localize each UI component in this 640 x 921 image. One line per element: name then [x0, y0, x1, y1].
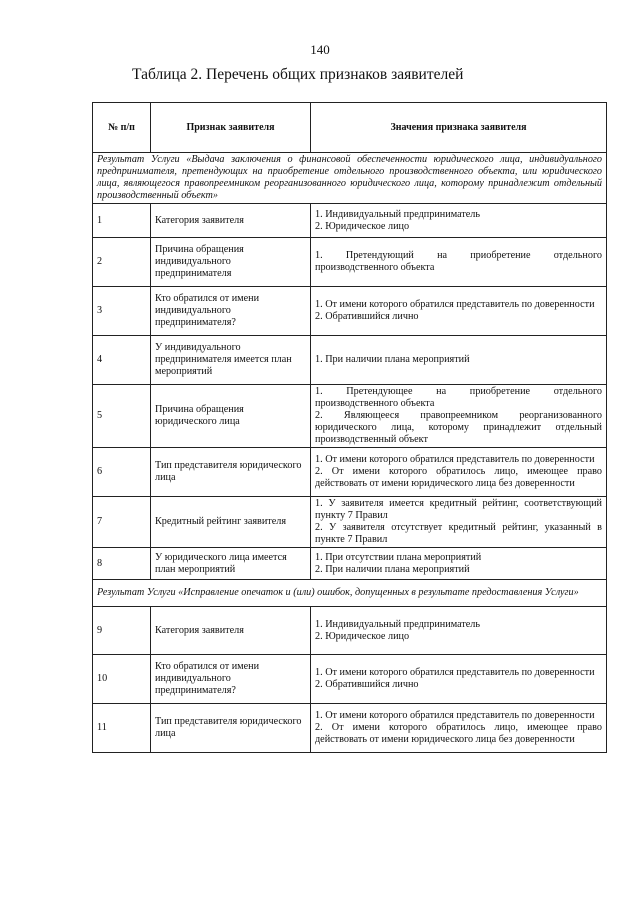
applicant-signs-table [92, 102, 607, 753]
row-number: 1 [93, 204, 151, 238]
value-item: 1. Претендующий на приобретение отдельного производственного объекта [315, 250, 602, 274]
value-item: 1. От имени которого обратился представитель по доверенности [315, 710, 595, 722]
value-item: 1. От имени которого обратился представитель по доверенности [315, 299, 595, 311]
row-values [311, 548, 607, 580]
row-number: 10 [93, 655, 151, 704]
row-sign: Причина обращения индивидуального предпринимателя [151, 238, 311, 287]
value-item: 1. При наличии плана мероприятий [315, 354, 470, 366]
table-row [93, 385, 607, 448]
value-item: 1. Индивидуальный предприниматель [315, 618, 481, 630]
row-number: 11 [93, 704, 151, 753]
table-row [93, 548, 607, 580]
value-item: 2. От имени которого обратилось лицо, имеющее право действовать от имени юридического лица без доверенности [315, 722, 602, 746]
row-values [311, 607, 607, 655]
row-sign: Категория заявителя [151, 607, 311, 655]
table-row [93, 204, 607, 238]
row-sign: У индивидуального предпринимателя имеется план мероприятий [151, 336, 311, 385]
table-row [93, 497, 607, 548]
value-item: 2. Являющееся правопреемником реорганизованного юридического лица, которому принадлежит отдельный производственный объект [315, 410, 602, 446]
row-values [311, 385, 607, 448]
value-item: 2. При наличии плана мероприятий [315, 563, 470, 575]
table-row [93, 448, 607, 497]
row-values [311, 448, 607, 497]
row-values [311, 655, 607, 704]
value-item: 1. От имени которого обратился представитель по доверенности [315, 454, 595, 466]
header-number: № п/п [93, 103, 151, 153]
row-number: 2 [93, 238, 151, 287]
value-item: 1. У заявителя имеется кредитный рейтинг, соответствующий пункту 7 Правил [315, 498, 602, 522]
value-item: 2. Юридическое лицо [315, 220, 410, 232]
table-row [93, 287, 607, 336]
row-sign: Тип представителя юридического лица [151, 704, 311, 753]
row-number: 9 [93, 607, 151, 655]
section-title: Результат Услуги «Исправление опечаток и (или) ошибок, допущенных в результате предоставления Услуги» [93, 580, 607, 607]
value-item: 1. Индивидуальный предприниматель [315, 208, 481, 220]
row-values [311, 287, 607, 336]
value-item: 1. От имени которого обратился представитель по доверенности [315, 667, 595, 679]
page-number: 140 [310, 42, 330, 57]
table-header-row [93, 103, 607, 153]
section-row [93, 153, 607, 204]
row-values [311, 238, 607, 287]
table-row [93, 704, 607, 753]
row-values [311, 204, 607, 238]
row-values [311, 704, 607, 753]
table-row [93, 238, 607, 287]
row-values [311, 336, 607, 385]
table-row [93, 336, 607, 385]
row-number: 7 [93, 497, 151, 548]
row-sign: Причина обращения юридического лица [151, 385, 311, 448]
row-number: 6 [93, 448, 151, 497]
value-item: 2. Обратившийся лично [315, 679, 419, 691]
row-sign: Кредитный рейтинг заявителя [151, 497, 311, 548]
value-item: 2. Обратившийся лично [315, 311, 419, 323]
row-number: 3 [93, 287, 151, 336]
row-number: 4 [93, 336, 151, 385]
table-title: Таблица 2. Перечень общих признаков заявителей [132, 66, 464, 83]
row-sign: Тип представителя юридического лица [151, 448, 311, 497]
row-sign: У юридического лица имеется план мероприятий [151, 548, 311, 580]
value-item: 1. При отсутствии плана мероприятий [315, 551, 482, 563]
header-sign: Признак заявителя [151, 103, 311, 153]
header-values: Значения признака заявителя [311, 103, 607, 153]
value-item: 1. Претендующее на приобретение отдельного производственного объекта [315, 386, 602, 410]
section-row [93, 580, 607, 607]
table-row [93, 607, 607, 655]
value-item: 2. Юридическое лицо [315, 630, 410, 642]
row-sign: Кто обратился от имени индивидуального предпринимателя? [151, 287, 311, 336]
value-item: 2. От имени которого обратилось лицо, имеющее право действовать от имени юридического лица без доверенности [315, 466, 602, 490]
row-number: 8 [93, 548, 151, 580]
value-item: 2. У заявителя отсутствует кредитный рейтинг, указанный в пункте 7 Правил [315, 522, 602, 546]
row-number: 5 [93, 385, 151, 448]
row-values [311, 497, 607, 548]
table-row [93, 655, 607, 704]
row-sign: Категория заявителя [151, 204, 311, 238]
row-sign: Кто обратился от имени индивидуального предпринимателя? [151, 655, 311, 704]
section-title: Результат Услуги «Выдача заключения о финансовой обеспеченности юридического лица, индивидуального предпринимателя, претендующих на приобретение отдельного производственного объекта, или юридического лица, являющегося правопреемником реорганизованного юридического лица, которому принадлежит отдельный производственный объект» [93, 153, 607, 204]
